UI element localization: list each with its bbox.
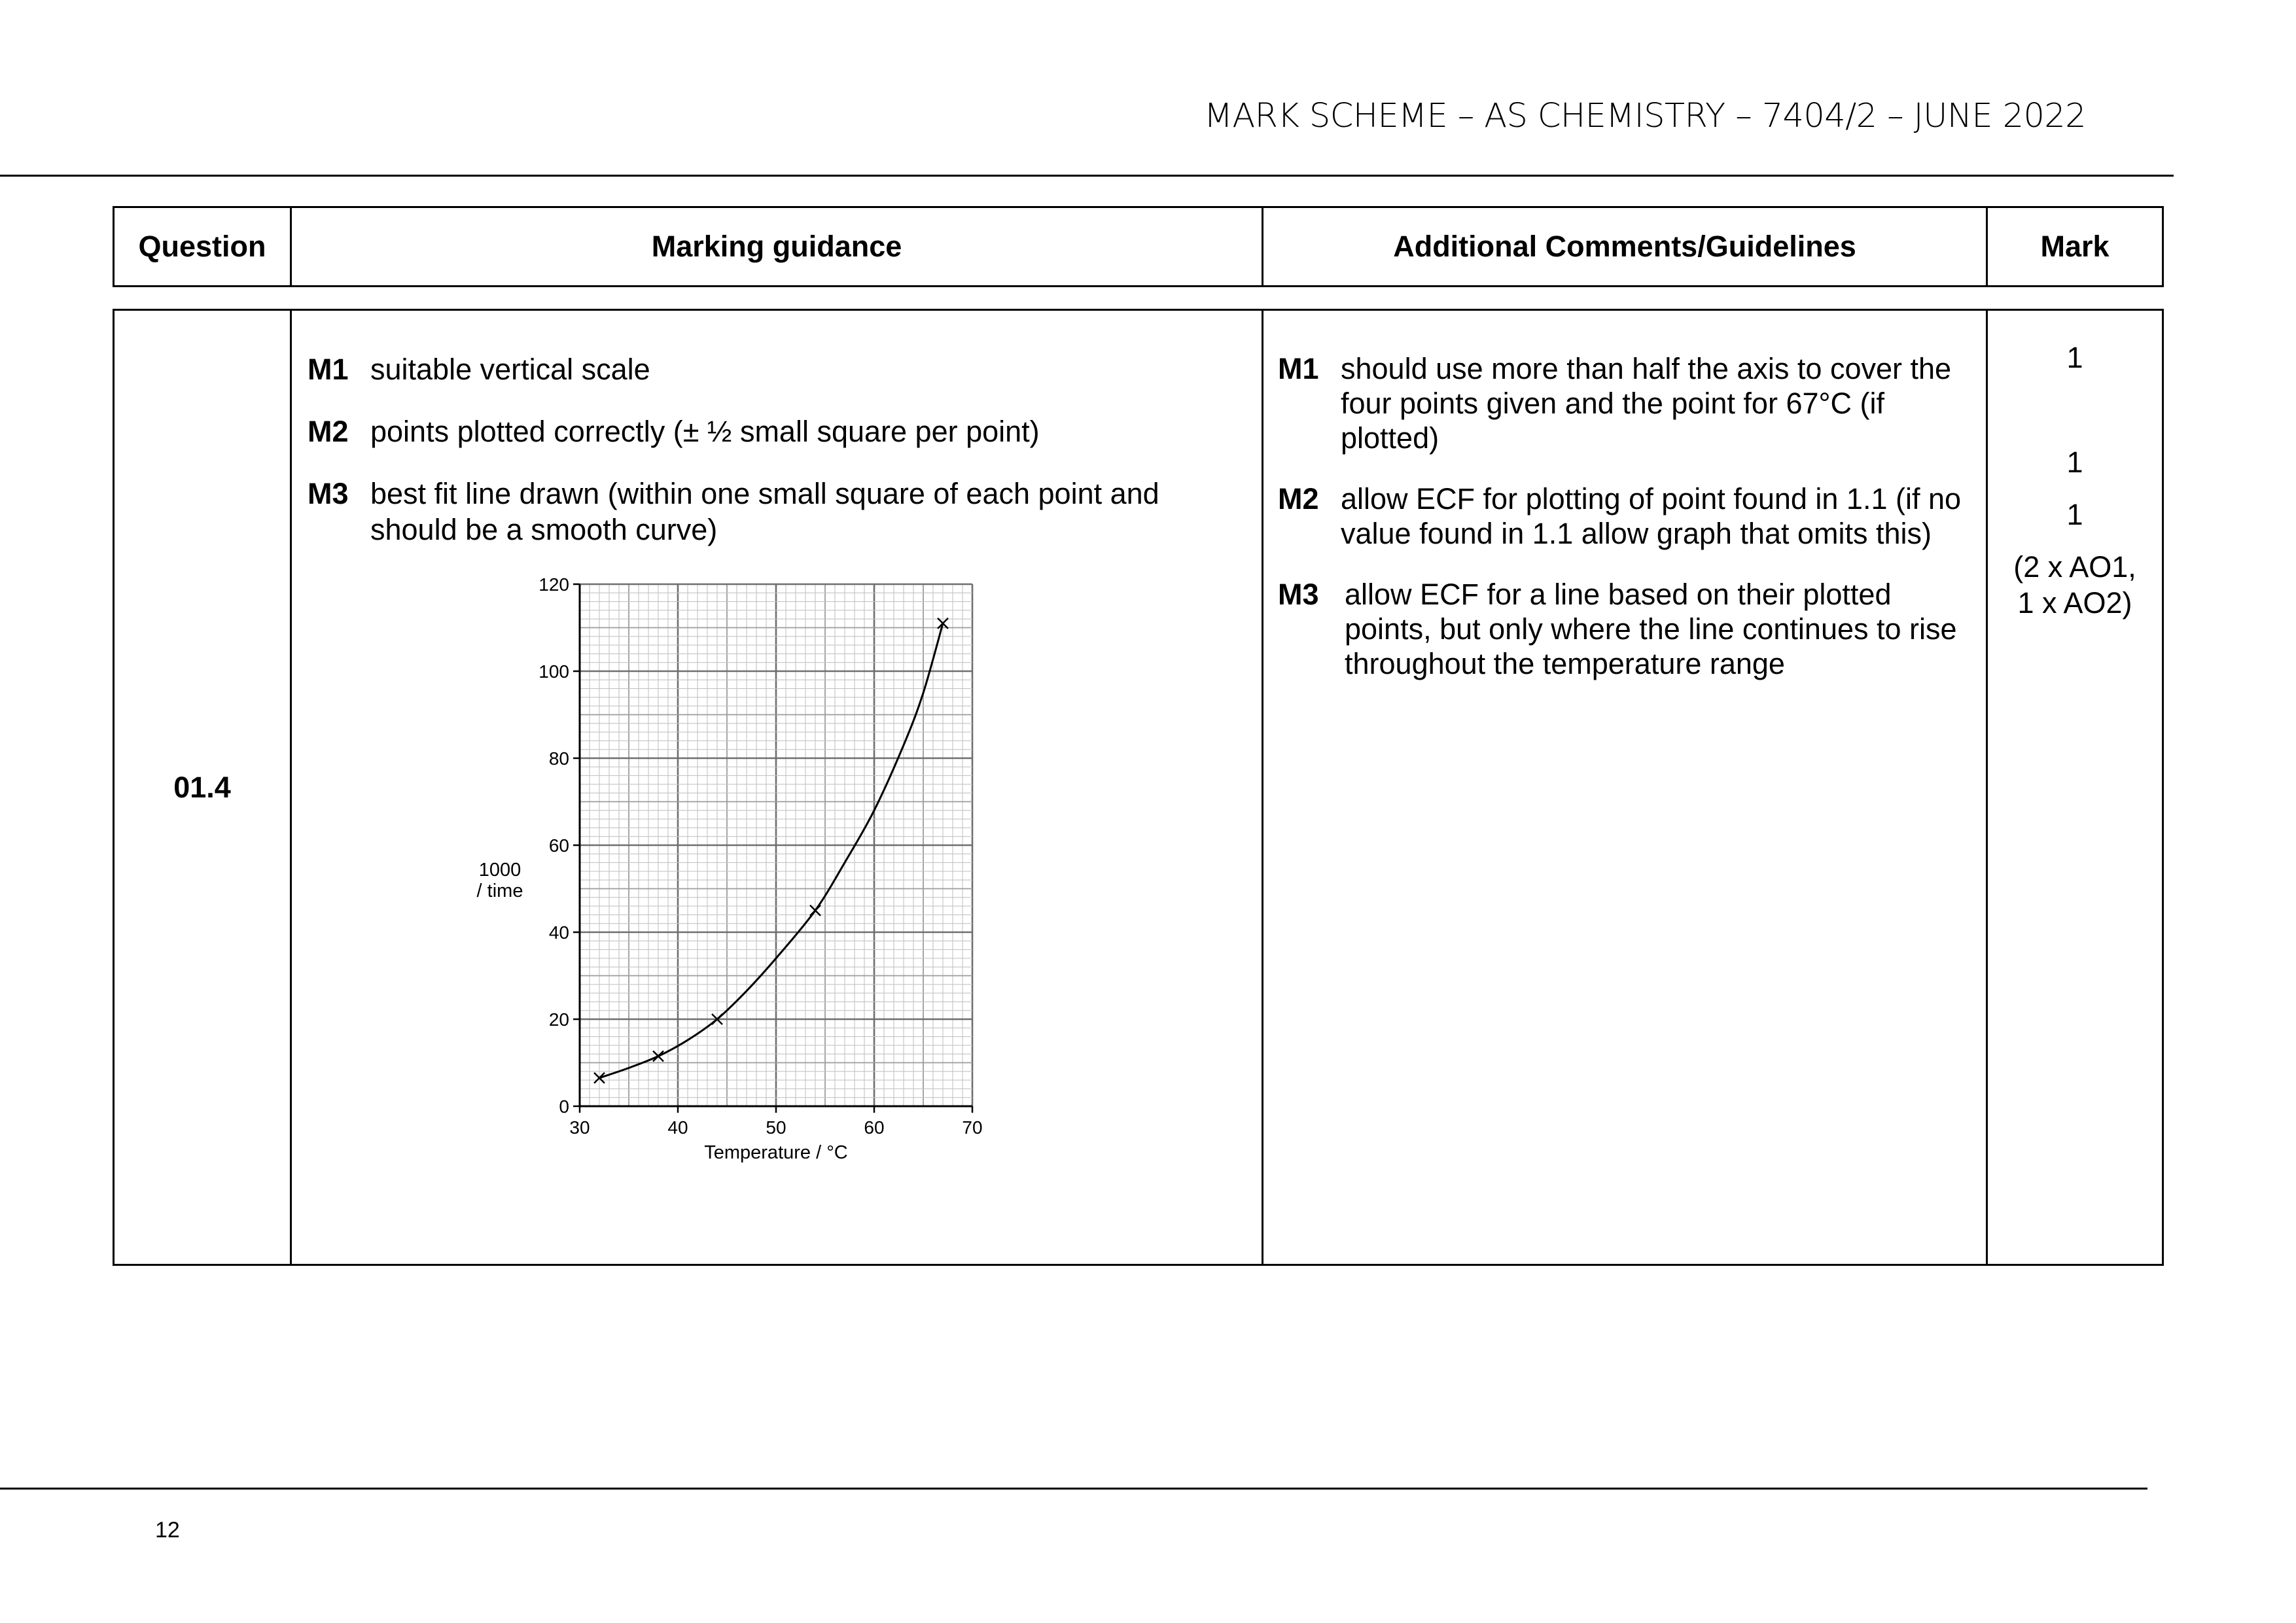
criterion-text: best fit line drawn (within one small square of each point and should be a smooth curve) [370,477,1159,546]
criterion-code: M1 [308,353,349,386]
x-tick-label: 40 [667,1117,688,1138]
comments-list [1278,351,1978,707]
page-number: 12 [155,1518,180,1543]
header-mark: Mark [1987,207,2163,287]
mark-value: 1 [2066,445,2083,479]
mark-value: 1 [2066,498,2083,531]
y-tick-label: 120 [539,574,569,595]
assessment-objective: 1 x AO2) [2017,586,2132,620]
y-tick-label: 0 [559,1096,569,1117]
y-axis-label-line-2: / time [476,881,523,901]
y-tick-label: 40 [548,922,569,943]
x-tick-label: 30 [569,1117,590,1138]
footer-divider [0,1488,2147,1490]
header-divider [0,175,2174,177]
x-axis-label: Temperature / °C [704,1142,848,1163]
comment-text: should use more than half the axis to cover the four points given and the point for 67°C (if plotted) [1341,352,1952,455]
criterion-code: M2 [1278,482,1319,515]
comment-item [1278,481,1978,551]
y-tick-label: 20 [548,1009,569,1030]
mark-cell [1987,310,2163,1265]
page-header-title: MARK SCHEME – AS CHEMISTRY – 7404/2 – JUNE 2022 [1203,97,2086,135]
mark-value: 1 [2066,341,2083,374]
graph-grid [580,584,972,1106]
x-tick-label: 50 [766,1117,786,1138]
assessment-objective: (2 x AO1, [2013,550,2136,584]
x-tick-label: 60 [864,1117,885,1138]
comment-text: allow ECF for plotting of point found in 1.1 (if no value found in 1.1 allow graph that omits this) [1341,482,1962,550]
y-tick-label: 100 [539,661,569,682]
comment-item [1278,351,1978,455]
question-number: 01.4 [114,310,291,1265]
criterion-code: M3 [1278,578,1319,611]
best-fit-curve [599,623,943,1078]
column-header-table [113,206,2164,287]
criterion-text: points plotted correctly (± ½ small square per point) [370,415,1040,448]
additional-comments-cell [1263,310,1987,1265]
header-additional-comments: Additional Comments/Guidelines [1263,207,1987,287]
header-marking-guidance: Marking guidance [291,207,1263,287]
y-tick-label: 60 [548,835,569,856]
y-axis-label-line-1: 1000 [478,860,521,881]
graph-svg [292,311,1263,1268]
y-tick-label: 80 [548,748,569,769]
marking-guidance-cell [291,310,1263,1265]
criterion-code: M3 [308,477,349,510]
comment-text: allow ECF for a line based on their plotted points, but only where the line continues to rise throughout the temperature range [1345,578,1957,680]
x-tick-label: 70 [962,1117,983,1138]
header-question: Question [114,207,291,287]
comment-item [1278,577,1978,681]
criterion-code: M2 [308,415,349,448]
criterion-text: suitable vertical scale [370,353,650,386]
criterion-code: M1 [1278,352,1319,385]
question-row-table [113,309,2164,1266]
